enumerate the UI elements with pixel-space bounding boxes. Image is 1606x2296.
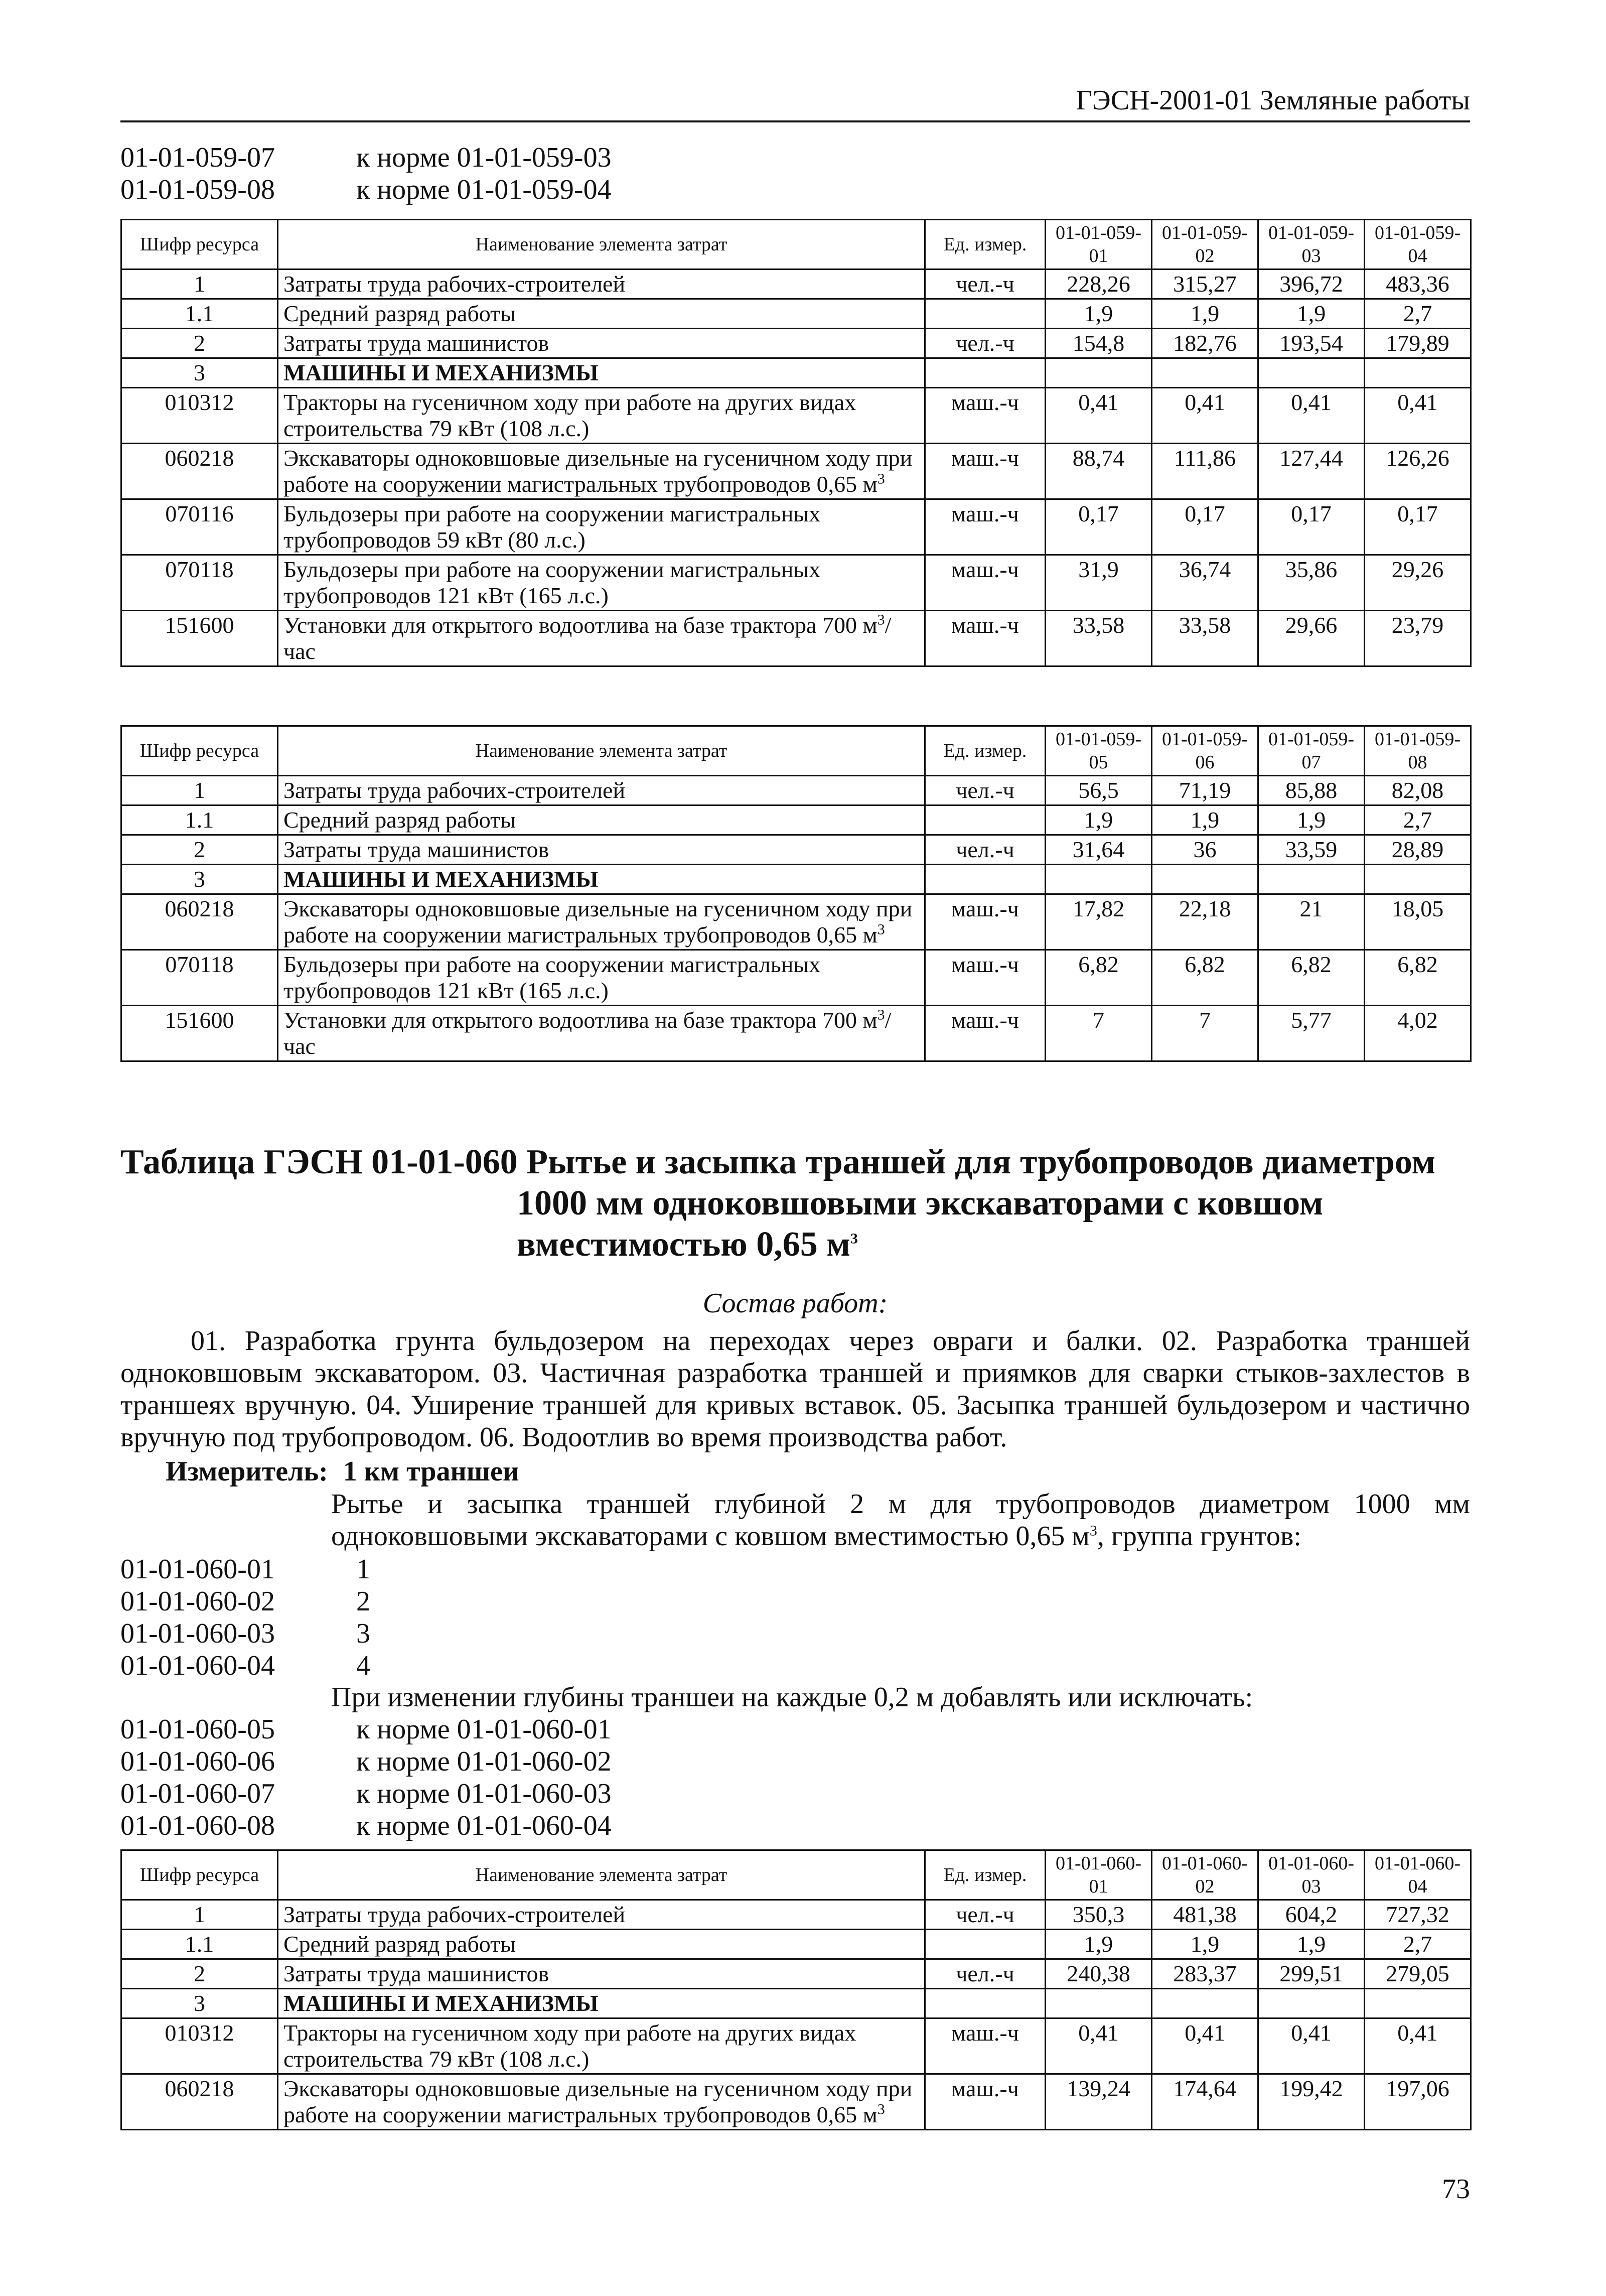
superscript: 3 [877, 470, 885, 487]
table-header-row [121, 726, 1471, 776]
header-norm-code: 01-01-059-06 [1152, 726, 1258, 776]
norm-ref: к норме 01-01-060-02 [356, 1746, 612, 1777]
table-row [121, 805, 1471, 835]
resource-code: 010312 [121, 388, 278, 444]
table-row [121, 2018, 1471, 2074]
unit-cell: маш.-ч [925, 444, 1046, 499]
value-cell: 29,26 [1365, 555, 1471, 611]
unit-cell: чел.-ч [925, 1900, 1046, 1930]
resource-name-text: Средний разряд работы [283, 301, 516, 326]
unit-cell: маш.-ч [925, 388, 1046, 444]
resource-name-text: Затраты труда машинистов [283, 1961, 549, 1986]
norm-description: Рытье и засыпка траншей глубиной 2 м для трубопроводов диаметром 1000 мм одноковшовыми экскаваторами с ковшом вместимостью 0,65 $м^3$, группа грунтов: [331, 1489, 1470, 1552]
value-cell: 727,32 [1365, 1900, 1471, 1930]
unit-cell: чел.-ч [925, 329, 1046, 358]
norm-ref: к норме 01-01-060-04 [356, 1810, 612, 1841]
value-cell: 85,88 [1258, 776, 1365, 805]
value-cell: 481,38 [1152, 1900, 1258, 1930]
resource-name-text: Экскаваторы одноковшовые дизельные на гусеничном ходу при работе на сооружении магистральных трубопроводов 0,65 м [283, 2076, 913, 2127]
value-cell: 283,37 [1152, 1959, 1258, 1989]
resource-name [278, 1006, 925, 1061]
resource-name [278, 1959, 925, 1989]
resource-code: 1 [121, 1900, 278, 1930]
value-cell: 126,26 [1365, 444, 1471, 499]
norm-ref: к норме 01-01-059-04 [356, 174, 612, 205]
value-cell: 4,02 [1365, 1006, 1471, 1061]
superscript: 3 [877, 2101, 885, 2118]
value-cell: 0,17 [1046, 499, 1152, 555]
value-cell: 299,51 [1258, 1959, 1365, 1989]
value-cell: 56,5 [1046, 776, 1152, 805]
table-row [121, 894, 1471, 950]
resource-code: 2 [121, 329, 278, 358]
header-code: Шифр ресурса [121, 1850, 278, 1900]
resource-name-text: Затраты труда рабочих-строителей [283, 1902, 626, 1927]
value-cell: 127,44 [1258, 444, 1365, 499]
value-cell: 33,59 [1258, 835, 1365, 865]
resource-code: 1.1 [121, 1930, 278, 1959]
resource-code: 070118 [121, 950, 278, 1006]
section-row [121, 358, 1471, 388]
value-cell: 18,05 [1365, 894, 1471, 950]
norm-code: 01-01-060-01 [120, 1554, 275, 1585]
resource-name [278, 950, 925, 1006]
resource-code: 3 [121, 358, 278, 388]
value-cell: 1,9 [1258, 1930, 1365, 1959]
resource-name-text: Затраты труда рабочих-строителей [283, 777, 626, 803]
resource-code: 060218 [121, 894, 278, 950]
value-cell: 139,24 [1046, 2074, 1152, 2130]
norm-code: 01-01-060-04 [120, 1650, 275, 1681]
value-cell: 483,36 [1365, 269, 1471, 299]
header-code: Шифр ресурса [121, 220, 278, 269]
value-cell: 240,38 [1046, 1959, 1152, 1989]
value-cell: 1,9 [1152, 299, 1258, 329]
value-cell: 0,41 [1365, 388, 1471, 444]
resource-code: 1 [121, 776, 278, 805]
norm-code: 01-01-059-08 [120, 174, 275, 205]
header-norm-code: 01-01-060-02 [1152, 1850, 1258, 1900]
value-cell: 0,17 [1258, 499, 1365, 555]
section-title-line1: Таблица ГЭСН 01-01-060 Рытье и засыпка траншей для трубопроводов диаметром [120, 1143, 1436, 1181]
header-unit: Ед. измер. [925, 220, 1046, 269]
value-cell: 199,42 [1258, 2074, 1365, 2130]
unit-cell: маш.-ч [925, 611, 1046, 666]
resource-name [278, 835, 925, 865]
empty-cell [1258, 1989, 1365, 2018]
header-name: Наименование элемента затрат [278, 1850, 925, 1900]
resource-name [278, 776, 925, 805]
empty-cell [925, 358, 1046, 388]
resource-name-suffix: /час [283, 612, 892, 664]
section-label: МАШИНЫ И МЕХАНИЗМЫ [278, 865, 925, 894]
value-cell: 1,9 [1152, 805, 1258, 835]
value-cell: 28,89 [1365, 835, 1471, 865]
resource-name [278, 2074, 925, 2130]
value-cell: 350,3 [1046, 1900, 1152, 1930]
resource-name [278, 555, 925, 611]
resource-code: 1.1 [121, 299, 278, 329]
value-cell: 111,86 [1152, 444, 1258, 499]
resource-name-text: Средний разряд работы [283, 807, 516, 833]
section-title [120, 1142, 1470, 1265]
empty-cell [1046, 358, 1152, 388]
value-cell: 0,41 [1258, 388, 1365, 444]
value-cell: 0,17 [1365, 499, 1471, 555]
value-cell: 33,58 [1152, 611, 1258, 666]
value-cell: 31,64 [1046, 835, 1152, 865]
norm-code: 01-01-059-07 [120, 142, 275, 173]
resource-code: 070116 [121, 499, 278, 555]
value-cell: 154,8 [1046, 329, 1152, 358]
norm-code: 01-01-060-07 [120, 1778, 275, 1809]
value-cell: 35,86 [1258, 555, 1365, 611]
header-code: Шифр ресурса [121, 726, 278, 776]
norm-code: 01-01-060-05 [120, 1714, 275, 1745]
section-row [121, 1989, 1471, 2018]
page-number: 73 [1442, 2174, 1470, 2205]
header-norm-code: 01-01-059-02 [1152, 220, 1258, 269]
value-cell: 17,82 [1046, 894, 1152, 950]
empty-cell [925, 1989, 1046, 2018]
resource-name [278, 1900, 925, 1930]
resource-name [278, 805, 925, 835]
unit-cell: маш.-ч [925, 1006, 1046, 1061]
empty-cell [1046, 1989, 1152, 2018]
norm-ref: к норме 01-01-060-03 [356, 1778, 612, 1809]
value-cell: 33,58 [1046, 611, 1152, 666]
running-header [120, 80, 1470, 122]
value-cell: 0,41 [1152, 388, 1258, 444]
value-cell: 6,82 [1046, 950, 1152, 1006]
header-norm-code: 01-01-059-07 [1258, 726, 1365, 776]
value-cell: 0,41 [1046, 388, 1152, 444]
resource-table-059-05-08 [120, 725, 1472, 1062]
norm-code: 01-01-060-08 [120, 1810, 275, 1841]
value-cell: 0,41 [1046, 2018, 1152, 2074]
value-cell: 396,72 [1258, 269, 1365, 299]
table-row [121, 2074, 1471, 2130]
header-norm-code: 01-01-059-01 [1046, 220, 1152, 269]
resource-code: 070118 [121, 555, 278, 611]
measure-unit [166, 1455, 519, 1488]
value-cell: 7 [1152, 1006, 1258, 1061]
value-cell: 279,05 [1365, 1959, 1471, 1989]
value-cell: 7 [1046, 1006, 1152, 1061]
value-cell: 88,74 [1046, 444, 1152, 499]
table-row [121, 388, 1471, 444]
section-label: МАШИНЫ И МЕХАНИЗМЫ [278, 1989, 925, 2018]
table-row [121, 555, 1471, 611]
table-row [121, 1959, 1471, 1989]
resource-table-059-01-04 [120, 219, 1472, 667]
table-row [121, 269, 1471, 299]
resource-name-text: Тракторы на гусеничном ходу при работе на других видах строительства 79 кВт (108 л.с.) [283, 389, 856, 441]
measure-value: 1 км траншеи [343, 1456, 519, 1487]
unit-cell: маш.-ч [925, 950, 1046, 1006]
header-unit: Ед. измер. [925, 726, 1046, 776]
header-norm-code: 01-01-059-04 [1365, 220, 1471, 269]
value-cell: 23,79 [1365, 611, 1471, 666]
resource-name [278, 499, 925, 555]
work-composition-text: 01. Разработка грунта бульдозером на переходах через овраги и балки. 02. Разработка траншей одноковшовым экскаватором. 03. Частичная разработка траншей и приямков для сварки стыков-захлестов в траншеях вручную. 04. Уширение траншей для кривых вставок. 05. Засыпка траншей бульдозером и частично вручную под трубопроводом. 06. Водоотлив во время производства работ. [120, 1325, 1470, 1453]
value-cell: 5,77 [1258, 1006, 1365, 1061]
value-cell: 82,08 [1365, 776, 1471, 805]
resource-name-text: Бульдозеры при работе на сооружении магистральных трубопроводов 59 кВт (80 л.с.) [283, 501, 821, 553]
table-header-row [121, 1850, 1471, 1900]
header-norm-code: 01-01-059-03 [1258, 220, 1365, 269]
section-title-line2: 1000 мм одноковшовыми экскаваторами с ковшом вместимостью 0,65 $м^3$ [517, 1184, 1324, 1264]
superscript: 3 [877, 921, 885, 938]
empty-cell [1365, 865, 1471, 894]
norm-ref: 1 [356, 1554, 370, 1585]
empty-cell [1258, 865, 1365, 894]
unit-cell: маш.-ч [925, 499, 1046, 555]
value-cell: 228,26 [1046, 269, 1152, 299]
unit-cell: маш.-ч [925, 2018, 1046, 2074]
unit-cell: маш.-ч [925, 2074, 1046, 2130]
table-row [121, 299, 1471, 329]
resource-name-text: Тракторы на гусеничном ходу при работе на других видах строительства 79 кВт (108 л.с.) [283, 2020, 856, 2072]
unit-cell: чел.-ч [925, 1959, 1046, 1989]
value-cell: 2,7 [1365, 1930, 1471, 1959]
value-cell: 2,7 [1365, 805, 1471, 835]
table-row [121, 611, 1471, 666]
value-cell: 193,54 [1258, 329, 1365, 358]
resource-name [278, 299, 925, 329]
table-row [121, 835, 1471, 865]
norm-ref: к норме 01-01-060-01 [356, 1714, 612, 1745]
resource-name-text: Затраты труда рабочих-строителей [283, 271, 626, 297]
value-cell: 179,89 [1365, 329, 1471, 358]
value-cell: 1,9 [1258, 805, 1365, 835]
resource-name [278, 388, 925, 444]
resource-code: 2 [121, 1959, 278, 1989]
unit-cell: чел.-ч [925, 269, 1046, 299]
value-cell: 29,66 [1258, 611, 1365, 666]
norm-code: 01-01-060-06 [120, 1746, 275, 1777]
measure-label: Измеритель: [166, 1456, 328, 1487]
resource-code: 151600 [121, 611, 278, 666]
header-name: Наименование элемента затрат [278, 220, 925, 269]
value-cell: 1,9 [1046, 299, 1152, 329]
header-norm-code: 01-01-060-01 [1046, 1850, 1152, 1900]
header-norm-code: 01-01-060-04 [1365, 1850, 1471, 1900]
value-cell: 1,9 [1152, 1930, 1258, 1959]
depth-change-description: При изменении глубины траншеи на каждые 0,2 м добавлять или исключать: [331, 1682, 1253, 1713]
resource-code: 010312 [121, 2018, 278, 2074]
value-cell: 0,41 [1365, 2018, 1471, 2074]
resource-name [278, 2018, 925, 2074]
resource-code: 1 [121, 269, 278, 299]
value-cell: 0,41 [1152, 2018, 1258, 2074]
resource-table-060-01-04 [120, 1849, 1472, 2130]
empty-cell [1152, 358, 1258, 388]
norm-ref: 4 [356, 1650, 370, 1681]
resource-code: 060218 [121, 2074, 278, 2130]
value-cell: 315,27 [1152, 269, 1258, 299]
resource-code: 060218 [121, 444, 278, 499]
superscript: 3 [877, 1006, 885, 1023]
unit-cell [925, 805, 1046, 835]
value-cell: 6,82 [1152, 950, 1258, 1006]
value-cell: 36,74 [1152, 555, 1258, 611]
header-title: ГЭСН-2001-01 Земляные работы [1076, 85, 1470, 116]
norm-ref: к норме 01-01-059-03 [356, 142, 612, 173]
resource-name [278, 444, 925, 499]
value-cell: 174,64 [1152, 2074, 1258, 2130]
resource-name [278, 1930, 925, 1959]
table-row [121, 776, 1471, 805]
resource-name-text: Установки для открытого водоотлива на базе трактора 700 м [283, 612, 878, 638]
resource-name-text: Затраты труда машинистов [283, 837, 549, 862]
resource-name-text: Экскаваторы одноковшовые дизельные на гусеничном ходу при работе на сооружении магистральных трубопроводов 0,65 м [283, 445, 913, 497]
value-cell: 21 [1258, 894, 1365, 950]
section-label: МАШИНЫ И МЕХАНИЗМЫ [278, 358, 925, 388]
resource-name-suffix: /час [283, 1007, 892, 1059]
header-name: Наименование элемента затрат [278, 726, 925, 776]
resource-code: 3 [121, 865, 278, 894]
empty-cell [1365, 358, 1471, 388]
empty-cell [1152, 865, 1258, 894]
value-cell: 0,17 [1152, 499, 1258, 555]
empty-cell [1258, 358, 1365, 388]
superscript: 3 [877, 611, 885, 628]
work-composition-heading: Состав работ: [702, 1288, 888, 1319]
header-norm-code: 01-01-059-05 [1046, 726, 1152, 776]
value-cell: 2,7 [1365, 299, 1471, 329]
value-cell: 197,06 [1365, 2074, 1471, 2130]
header-unit: Ед. измер. [925, 1850, 1046, 1900]
empty-cell [1152, 1989, 1258, 2018]
value-cell: 22,18 [1152, 894, 1258, 950]
resource-code: 3 [121, 1989, 278, 2018]
unit-cell [925, 1930, 1046, 1959]
header-norm-code: 01-01-059-08 [1365, 726, 1471, 776]
norm-ref: 2 [356, 1586, 370, 1617]
value-cell: 71,19 [1152, 776, 1258, 805]
table-header-row [121, 220, 1471, 269]
resource-name-text: Бульдозеры при работе на сооружении магистральных трубопроводов 121 кВт (165 л.с.) [283, 952, 821, 1003]
value-cell: 6,82 [1258, 950, 1365, 1006]
table-row [121, 444, 1471, 499]
value-cell: 6,82 [1365, 950, 1471, 1006]
unit-cell [925, 299, 1046, 329]
unit-cell: чел.-ч [925, 776, 1046, 805]
table-row [121, 499, 1471, 555]
unit-cell: маш.-ч [925, 894, 1046, 950]
resource-code: 1.1 [121, 805, 278, 835]
empty-cell [1046, 865, 1152, 894]
value-cell: 1,9 [1258, 299, 1365, 329]
norm-code: 01-01-060-03 [120, 1618, 275, 1649]
unit-cell: маш.-ч [925, 555, 1046, 611]
resource-name [278, 269, 925, 299]
table-row [121, 1006, 1471, 1061]
norm-ref: 3 [356, 1618, 370, 1649]
empty-cell [925, 865, 1046, 894]
resource-name-text: Экскаваторы одноковшовые дизельные на гусеничном ходу при работе на сооружении магистральных трубопроводов 0,65 м [283, 896, 913, 948]
resource-name-text: Установки для открытого водоотлива на базе трактора 700 м [283, 1007, 878, 1033]
value-cell: 182,76 [1152, 329, 1258, 358]
resource-name [278, 329, 925, 358]
section-row [121, 865, 1471, 894]
value-cell: 1,9 [1046, 805, 1152, 835]
norm-code: 01-01-060-02 [120, 1586, 275, 1617]
value-cell: 1,9 [1046, 1930, 1152, 1959]
value-cell: 31,9 [1046, 555, 1152, 611]
resource-name [278, 611, 925, 666]
table-row [121, 1900, 1471, 1930]
header-norm-code: 01-01-060-03 [1258, 1850, 1365, 1900]
resource-name-text: Средний разряд работы [283, 1931, 516, 1957]
resource-code: 151600 [121, 1006, 278, 1061]
resource-code: 2 [121, 835, 278, 865]
table-row [121, 329, 1471, 358]
table-row [121, 950, 1471, 1006]
table-row [121, 1930, 1471, 1959]
resource-name-text: Затраты труда машинистов [283, 330, 549, 356]
empty-cell [1365, 1989, 1471, 2018]
value-cell: 0,41 [1258, 2018, 1365, 2074]
unit-cell: чел.-ч [925, 835, 1046, 865]
value-cell: 604,2 [1258, 1900, 1365, 1930]
resource-name-text: Бульдозеры при работе на сооружении магистральных трубопроводов 121 кВт (165 л.с.) [283, 557, 821, 608]
resource-name [278, 894, 925, 950]
value-cell: 36 [1152, 835, 1258, 865]
